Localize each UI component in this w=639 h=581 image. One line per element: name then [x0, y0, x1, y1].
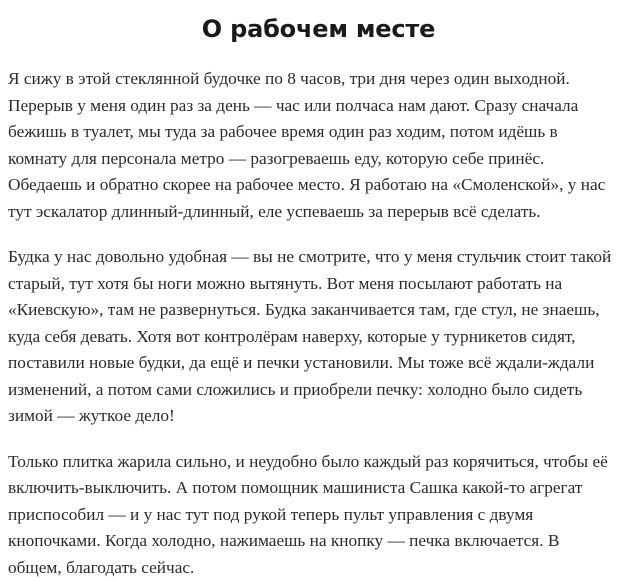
article-body: [8, 66, 629, 581]
text-line: кнопочками. Когда холодно, нажимаешь на кнопку — печка включается. В: [8, 528, 629, 555]
text-line: Только плитка жарила сильно, и неудобно было каждый раз корячиться, чтобы её: [8, 449, 629, 476]
text-line: изменений, а потом сами сложились и приобрели печку: холодно было сидеть: [8, 377, 629, 404]
text-line: тут эскалатор длинный-длинный, еле успеваешь за перерыв всё сделать.: [8, 199, 629, 226]
text-line: «Киевскую», там не развернуться. Будка заканчивается там, где стул, не знаешь,: [8, 297, 629, 324]
text-line: бежишь в туалет, мы туда за рабочее время один раз ходим, потом идёшь в: [8, 119, 629, 146]
text-line: Я сижу в этой стеклянной будочке по 8 часов, три дня через один выходной.: [8, 66, 629, 93]
text-line: поставили новые будки, да ещё и печки установили. Мы тоже всё ждали-ждали: [8, 350, 629, 377]
text-line: комнату для персонала метро — разогреваешь еду, которую себе принёс.: [8, 146, 629, 173]
paragraph: [8, 66, 629, 225]
text-line: зимой — жуткое дело!: [8, 403, 629, 430]
text-line: включить-выключить. А потом помощник машиниста Сашка какой-то агрегат: [8, 475, 629, 502]
paragraph: [8, 244, 629, 430]
text-line: старый, тут хотя бы ноги можно вытянуть. Вот меня посылают работать на: [8, 271, 629, 298]
text-line: куда себя девать. Хотя вот контролёрам наверху, которые у турникетов сидят,: [8, 324, 629, 351]
paragraph: [8, 449, 629, 581]
text-line: Обедаешь и обратно скорее на рабочее место. Я работаю на «Смоленской», у нас: [8, 172, 629, 199]
text-line: общем, благодать сейчас.: [8, 555, 629, 581]
text-line: приспособил — и у нас тут под рукой теперь пульт управления с двумя: [8, 502, 629, 529]
article-title: О рабочем месте: [8, 14, 629, 44]
text-line: Будка у нас довольно удобная — вы не смотрите, что у меня стульчик стоит такой: [8, 244, 629, 271]
text-line: Перерыв у меня один раз за день — час или полчаса нам дают. Сразу сначала: [8, 93, 629, 120]
